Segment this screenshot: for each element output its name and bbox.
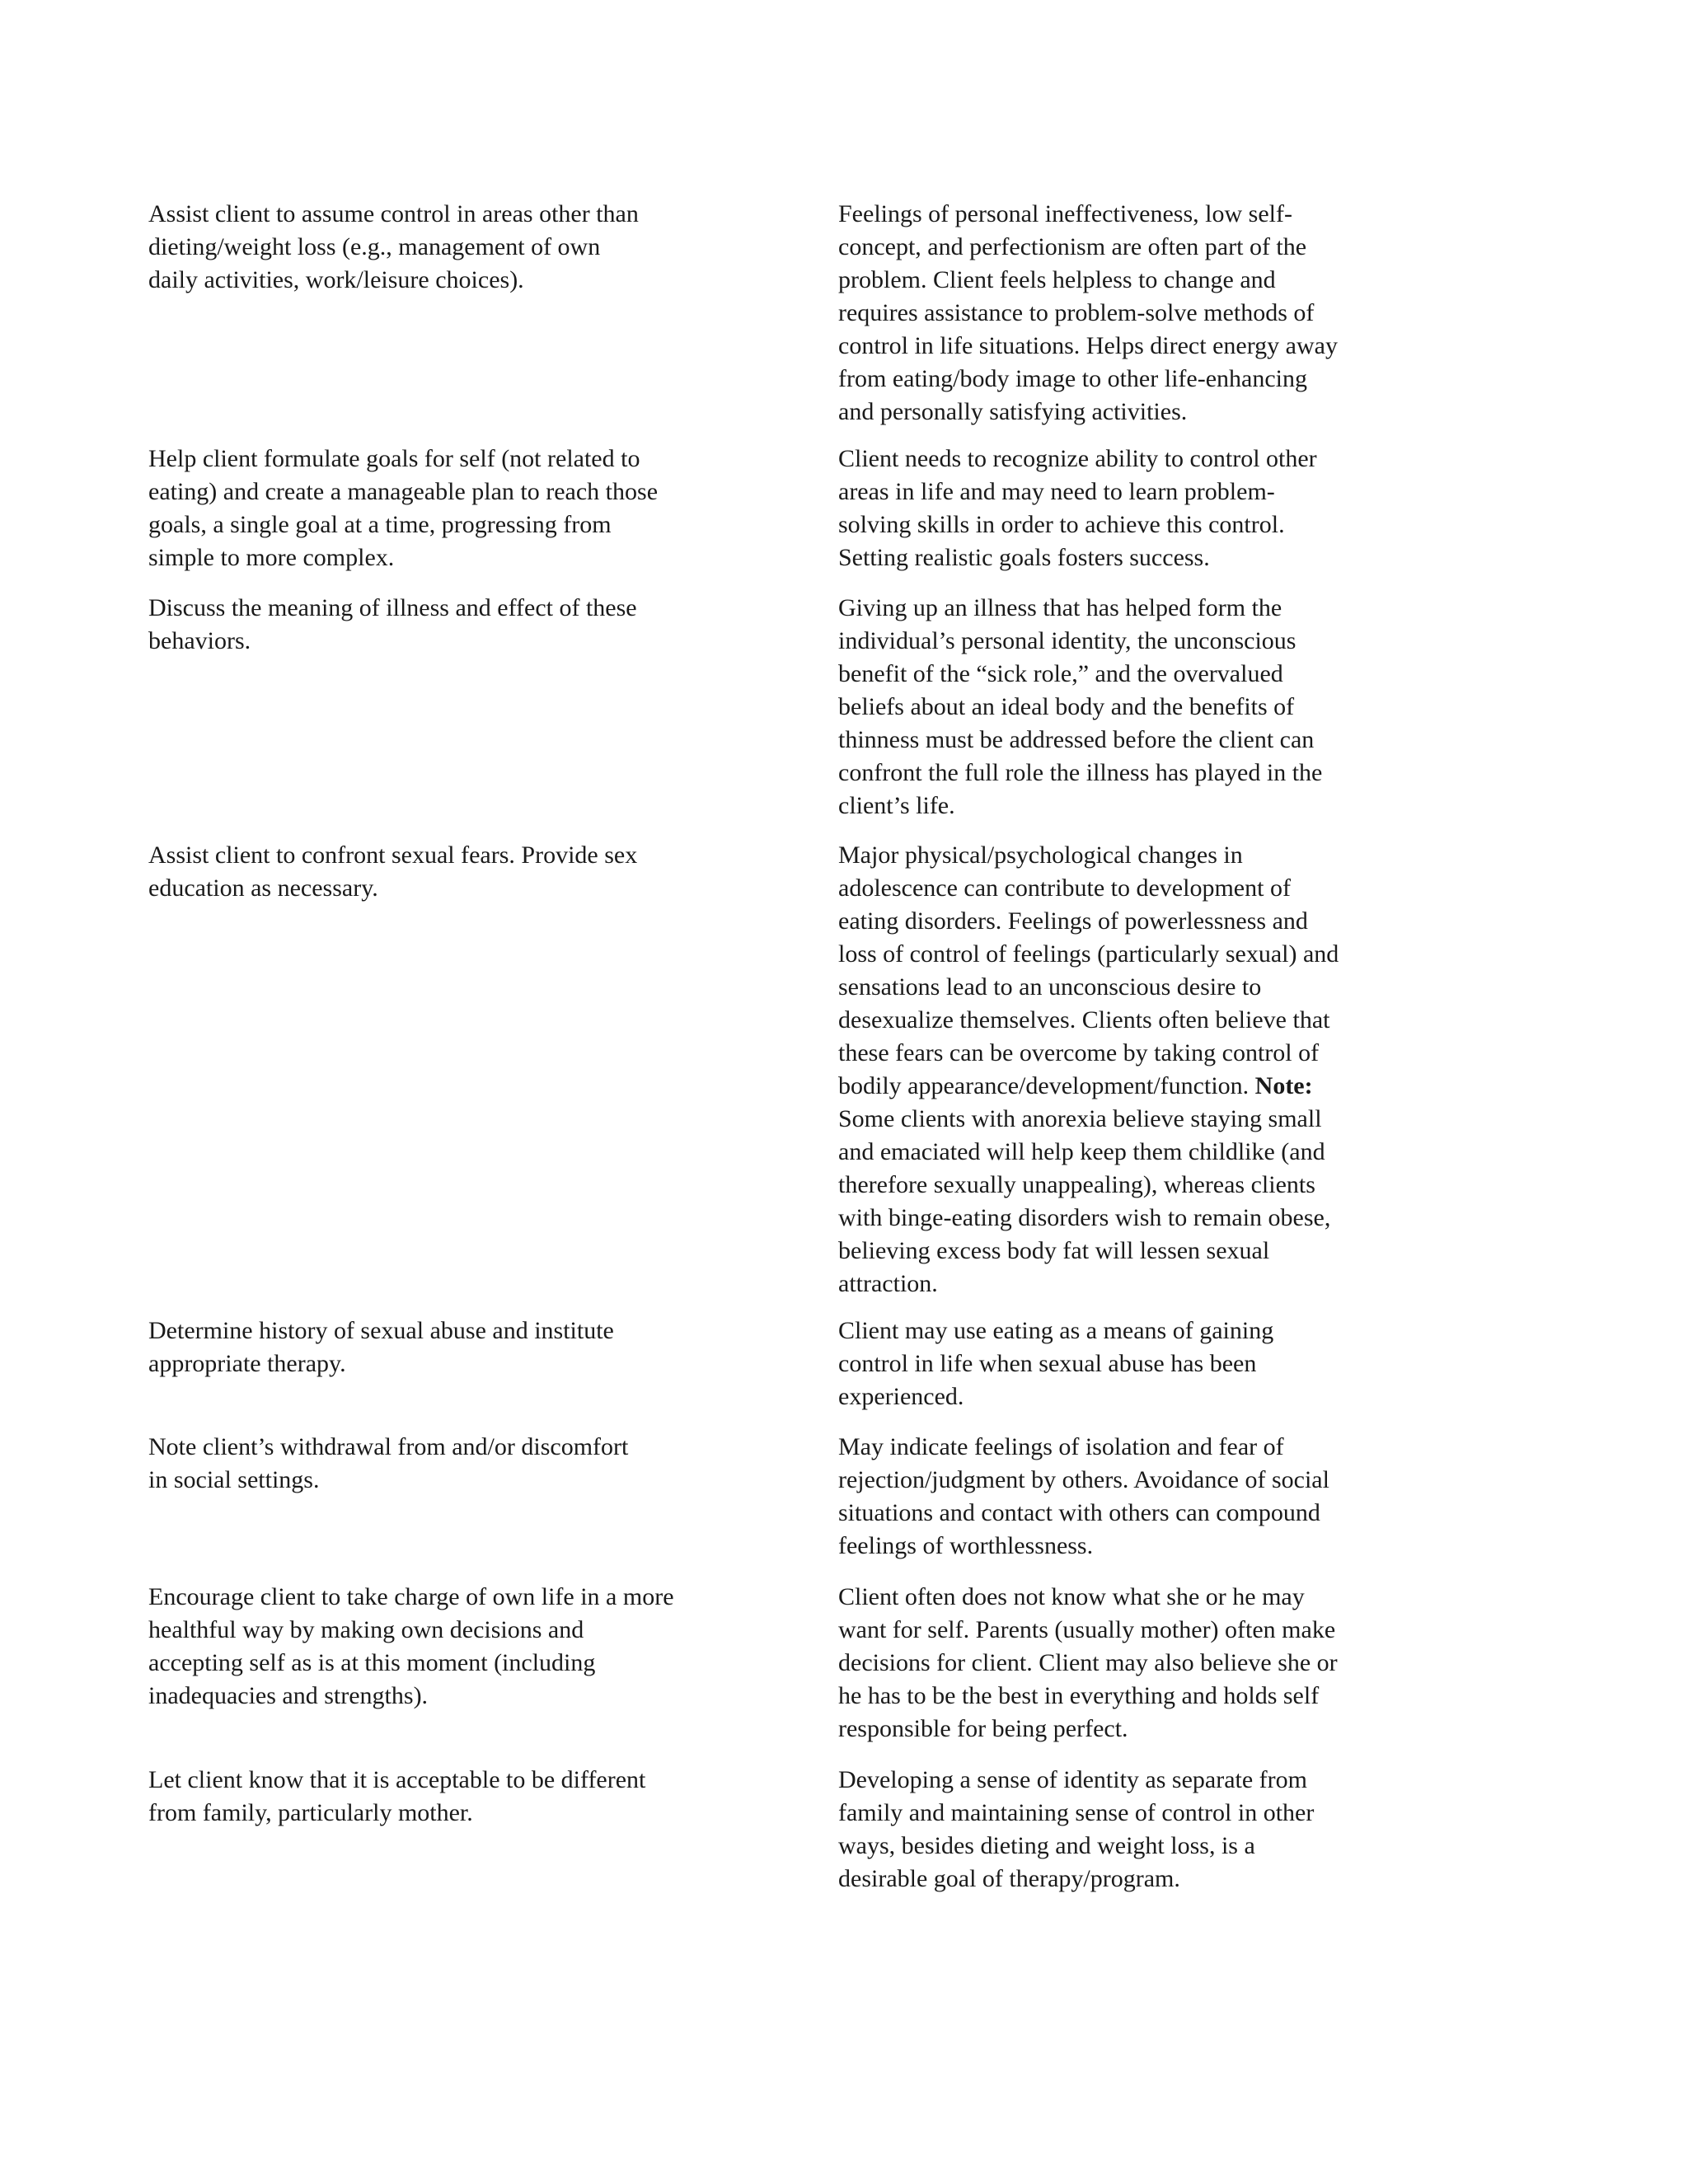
rationale-text: Feelings of personal ineffectiveness, low self- concept, and perfectionism are often part of the problem. Client feels helpless to change and requires assistance to problem-solve methods of control in life situations. Helps direct energy away from eating/body image to other life-enhancing and personally satisfying activities. [838, 200, 1338, 425]
intervention-text: Encourage client to take charge of own life in a more healthful way by making own decisions and accepting self as is at this moment (including inadequacies and strengths). [148, 1583, 674, 1709]
intervention-text: Let client know that it is acceptable to be different from family, particularly mother. [148, 1766, 646, 1826]
rationale-text-part: Some clients with anorexia believe staying small and emaciated will help keep them childlike (and therefore sexually unappealing), whereas clients with binge-eating disorders wish to remain obese, believing excess body fat will lessen sexual attraction. [838, 1105, 1331, 1297]
rationale-text: Client may use eating as a means of gaining control in life when sexual abuse has been experienced. [838, 1317, 1274, 1410]
intervention-text: Discuss the meaning of illness and effect of these behaviors. [148, 594, 637, 654]
rationale-text: May indicate feelings of isolation and fear of rejection/judgment by others. Avoidance of social situations and contact with others can compound feelings of worthlessness. [838, 1433, 1329, 1559]
rationale-text: Client often does not know what she or he may want for self. Parents (usually mother) often make decisions for client. Client may also believe she or he has to be the best in everything and holds self responsible for being perfect. [838, 1583, 1338, 1742]
rationale-text-part: Major physical/psychological changes in adolescence can contribute to development of eating disorders. Feelings of powerlessness and loss of control of feelings (particularly sexual) and sensations lead to an unconscious desire to desexualize themselves. Clients often believe that these fears can be overcome by taking control of bodily appearance/development/function. [838, 841, 1339, 1099]
intervention-text: Determine history of sexual abuse and institute appropriate therapy. [148, 1317, 614, 1377]
rationale-text: Developing a sense of identity as separate from family and maintaining sense of control in other ways, besides dieting and weight loss, is a desirable goal of therapy/program. [838, 1766, 1315, 1892]
rationale-text [838, 839, 1415, 1301]
intervention-text: Help client formulate goals for self (not related to eating) and create a manageable plan to reach those goals, a single goal at a time, progressing from simple to more complex. [148, 445, 659, 571]
intervention-text: Assist client to confront sexual fears. Provide sex education as necessary. [148, 841, 638, 902]
note-label: Note: [1254, 1072, 1313, 1099]
rationale-text: Giving up an illness that has helped form the individual’s personal identity, the unconscious benefit of the “sick role,” and the overvalued beliefs about an ideal body and the benefits of thinness must be addressed before the client can confront the full role the illness has played in the client’s life. [838, 594, 1323, 819]
rationale-text: Client needs to recognize ability to control other areas in life and may need to learn problem- solving skills in order to achieve this control. Setting realistic goals fosters success. [838, 445, 1317, 571]
intervention-text: Assist client to assume control in areas other than dieting/weight loss (e.g., management of own daily activities, work/leisure choices). [148, 200, 639, 293]
intervention-text: Note client’s withdrawal from and/or discomfort in social settings. [148, 1433, 629, 1493]
